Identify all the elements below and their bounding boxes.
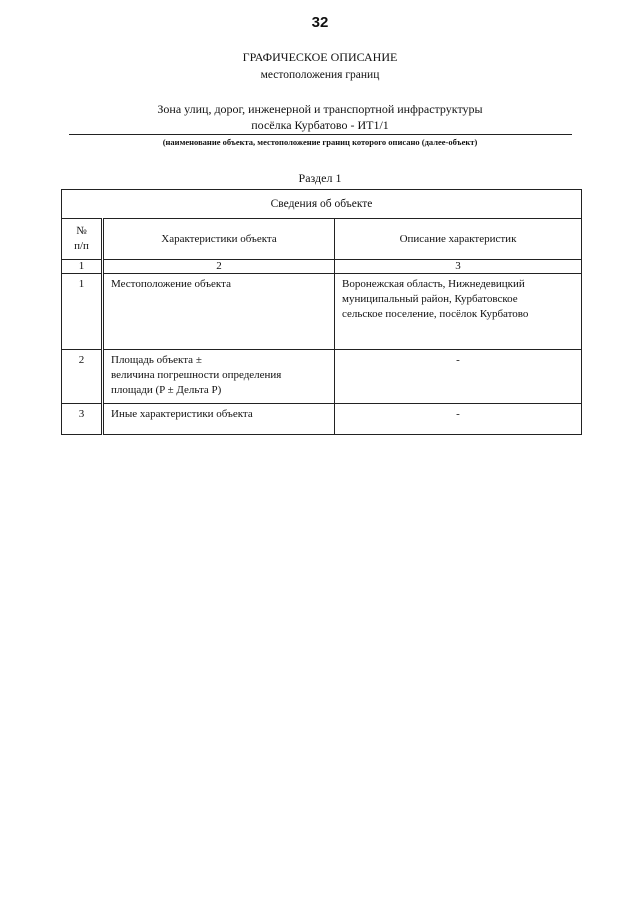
index-cell-3: 3 bbox=[335, 260, 582, 274]
row-characteristic: Местоположение объекта bbox=[103, 274, 335, 350]
table-column-header-row bbox=[62, 219, 582, 260]
index-cell-2: 2 bbox=[103, 260, 335, 274]
row-characteristic-line: площади (P ± Дельта P) bbox=[111, 384, 222, 396]
row-description-line: муниципальный район, Курбатовское bbox=[342, 293, 518, 305]
section-title: Раздел 1 bbox=[298, 171, 342, 185]
page-number: 32 bbox=[311, 14, 329, 31]
row-characteristic: Иные характеристики объекта bbox=[103, 404, 335, 435]
row-number: 2 bbox=[62, 350, 103, 404]
object-name-line-1: Зона улиц, дорог, инженерной и транспортной инфраструктуры bbox=[157, 102, 483, 116]
row-number: 1 bbox=[62, 274, 103, 350]
table-row bbox=[62, 350, 582, 404]
row-description: - bbox=[335, 350, 582, 404]
column-header-num-line-1: № bbox=[76, 225, 87, 237]
column-header-characteristics: Характеристики объекта bbox=[103, 219, 335, 260]
table-row bbox=[62, 274, 582, 350]
index-cell-1: 1 bbox=[62, 260, 103, 274]
object-caption: (наименование объекта, местоположение границ которого описано (далее-объект) bbox=[162, 137, 478, 147]
row-characteristic-line: Площадь объекта ± bbox=[111, 354, 202, 366]
column-header-description: Описание характеристик bbox=[335, 219, 582, 260]
document-title: ГРАФИЧЕСКОЕ ОПИСАНИЕ bbox=[242, 50, 398, 64]
row-description: - bbox=[335, 404, 582, 435]
table-section-header: Сведения об объекте bbox=[62, 190, 582, 219]
row-number: 3 bbox=[62, 404, 103, 435]
row-description bbox=[335, 274, 582, 350]
object-name-line-2: посёлка Курбатово - ИТ1/1 bbox=[251, 118, 389, 132]
object-info-table bbox=[61, 189, 582, 435]
row-description-line: сельское поселение, посёлок Курбатово bbox=[342, 308, 529, 320]
row-characteristic-line: величина погрешности определения bbox=[111, 369, 282, 381]
table-row bbox=[62, 404, 582, 435]
table-index-row bbox=[62, 260, 582, 274]
column-header-num-line-2: п/п bbox=[74, 240, 89, 252]
row-description-line: Воронежская область, Нижнедевицкий bbox=[342, 278, 525, 290]
document-subtitle: местоположения границ bbox=[260, 69, 380, 81]
table-section-header-row bbox=[62, 190, 582, 219]
underline-rule bbox=[69, 134, 572, 135]
column-header-num bbox=[62, 219, 103, 260]
row-characteristic bbox=[103, 350, 335, 404]
